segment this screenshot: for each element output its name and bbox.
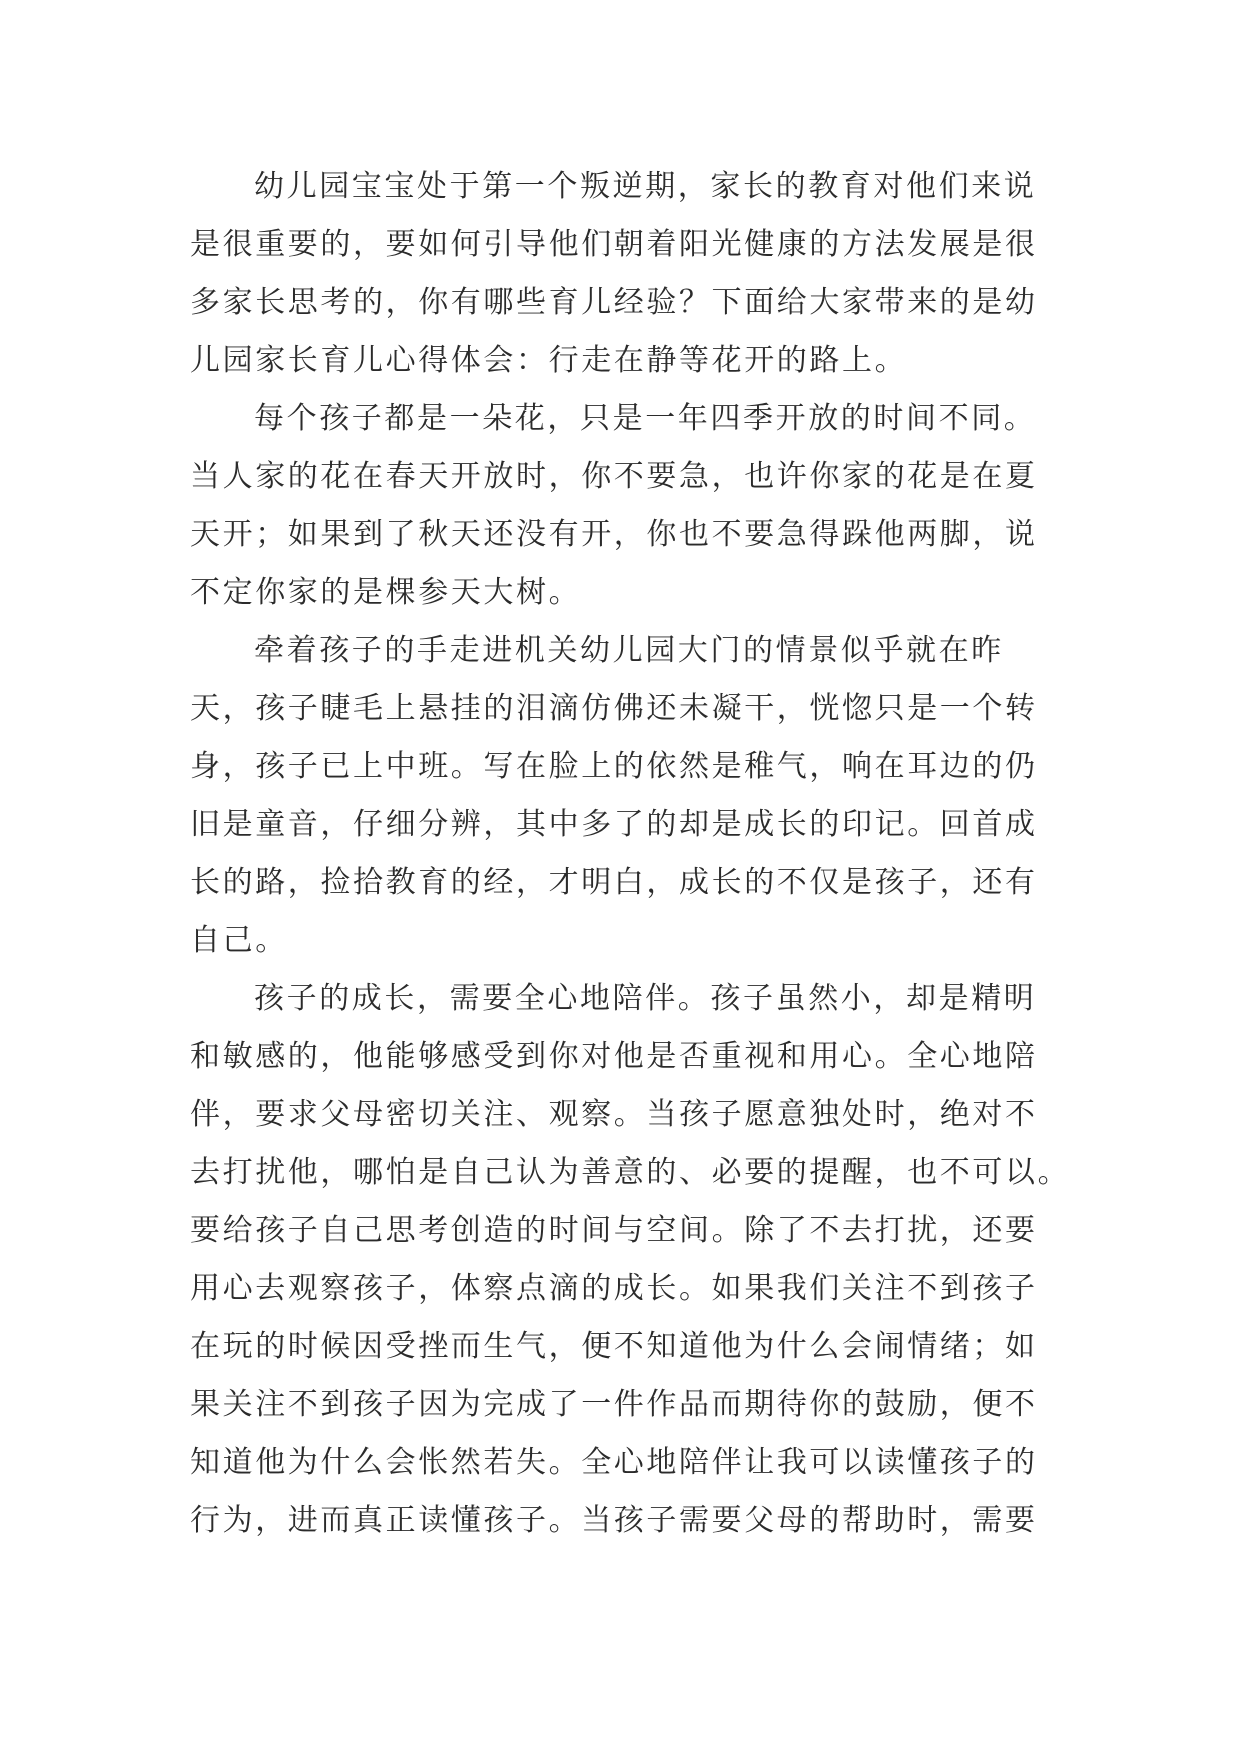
text-line: 多家长思考的，你有哪些育儿经验？下面给大家带来的是幼 [190,285,1038,320]
text-line: 在玩的时候因受挫而生气，便不知道他为什么会闹情绪；如 [190,1329,1038,1364]
text-line: 是很重要的，要如何引导他们朝着阳光健康的方法发展是很 [190,227,1038,262]
text-line: 知道他为什么会怅然若失。全心地陪伴让我可以读懂孩子的 [190,1445,1038,1480]
text-line: 自己。 [190,923,288,958]
text-line: 幼儿园宝宝处于第一个叛逆期，家长的教育对他们来说 [254,169,1037,204]
paragraph [190,158,1050,390]
text-line: 孩子的成长，需要全心地陪伴。孩子虽然小，却是精明 [254,981,1037,1016]
paragraph [190,622,1050,970]
document-body [190,158,1071,1550]
text-line: 要给孩子自己思考创造的时间与空间。除了不去打扰，还要 [190,1213,1038,1248]
text-line: 牵着孩子的手走进机关幼儿园大门的情景似乎就在昨 [254,633,1004,668]
paragraph [190,390,1050,622]
text-line: 不定你家的是棵参天大树。 [190,575,582,610]
text-line: 伴，要求父母密切关注、观察。当孩子愿意独处时，绝对不 [190,1097,1038,1132]
text-line: 和敏感的，他能够感受到你对他是否重视和用心。全心地陪 [190,1039,1038,1074]
text-line: 用心去观察孩子，体察点滴的成长。如果我们关注不到孩子 [190,1271,1038,1306]
paragraph [190,970,1071,1550]
text-line: 身，孩子已上中班。写在脸上的依然是稚气，响在耳边的仍 [190,749,1038,784]
text-line: 行为，进而真正读懂孩子。当孩子需要父母的帮助时，需要 [190,1503,1038,1538]
text-line: 天，孩子睫毛上悬挂的泪滴仿佛还未凝干，恍惚只是一个转 [190,691,1038,726]
text-line: 天开；如果到了秋天还没有开，你也不要急得跺他两脚，说 [190,517,1038,552]
text-line: 儿园家长育儿心得体会：行走在静等花开的路上。 [190,343,908,378]
text-line: 去打扰他，哪怕是自己认为善意的、必要的提醒，也不可以。 [190,1155,1071,1190]
text-line: 当人家的花在春天开放时，你不要急，也许你家的花是在夏 [190,459,1038,494]
text-line: 长的路，捡拾教育的经，才明白，成长的不仅是孩子，还有 [190,865,1038,900]
text-line: 果关注不到孩子因为完成了一件作品而期待你的鼓励，便不 [190,1387,1038,1422]
text-line: 每个孩子都是一朵花，只是一年四季开放的时间不同。 [254,401,1037,436]
text-line: 旧是童音，仔细分辨，其中多了的却是成长的印记。回首成 [190,807,1038,842]
